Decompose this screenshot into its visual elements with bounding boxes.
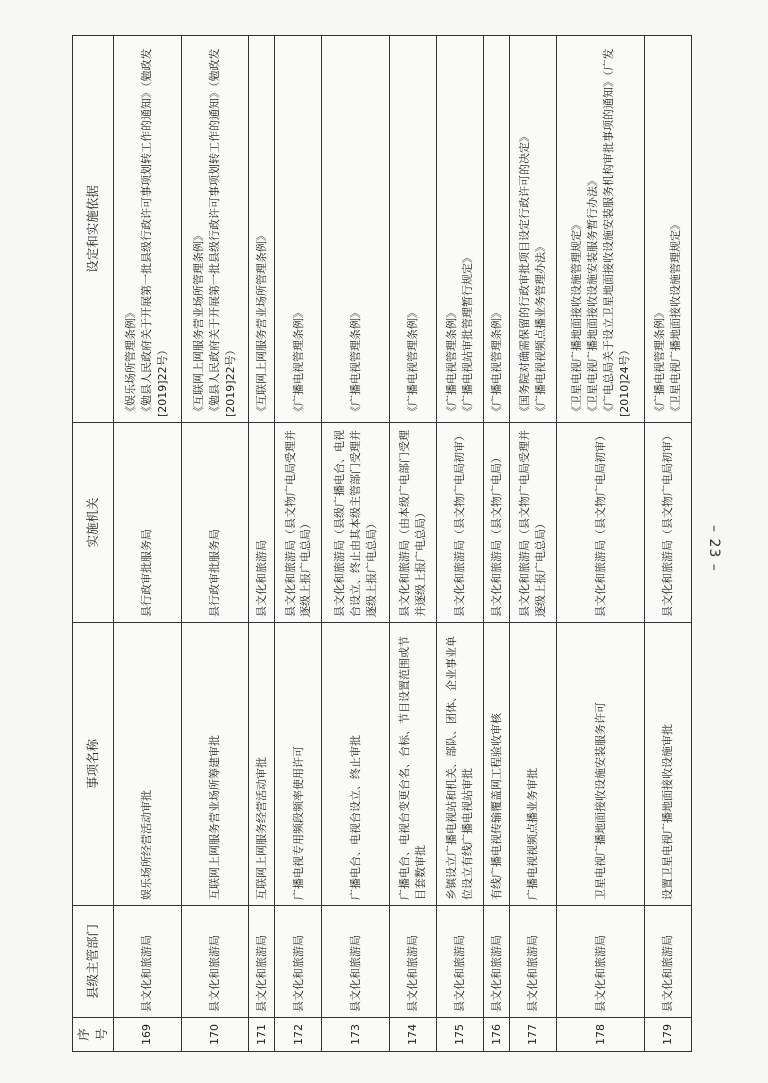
cell-seq: 169 (114, 1018, 181, 1052)
cell-agency: 县文化和旅游局（由本级广电部门受理并逐级上报广电总局） (389, 423, 436, 623)
basis-line: 《广播电视管理条例》 (348, 307, 362, 417)
cell-agency: 县文化和旅游局 (248, 423, 275, 623)
page-number: – 23 – (706, 525, 722, 572)
cell-agency: 县文化和旅游局（县级广播电台、电视台设立、终止由其本级主管部门受理并逐级上报广电总局） (322, 423, 389, 623)
cell-seq: 178 (557, 1018, 645, 1052)
cell-basis (181, 36, 248, 423)
cell-item: 广播电台、电视台变更台名、台标、节目设置范围或节目套数审批 (389, 623, 436, 906)
table-body (114, 36, 692, 1052)
basis-line: 《广播电视管理条例》 (444, 307, 458, 417)
cell-basis (510, 36, 557, 423)
table-row (644, 36, 691, 1052)
basis-line: 《娱乐场所管理条例》 (124, 307, 138, 417)
cell-dept: 县文化和旅游局 (389, 906, 436, 1018)
table-row (114, 36, 181, 1052)
table-row (248, 36, 275, 1052)
cell-seq: 171 (248, 1018, 275, 1052)
cell-item: 有线广播电视传输覆盖网工程验收审核 (483, 623, 510, 906)
cell-agency: 县文化和旅游局（县文物广电局初审） (436, 423, 483, 623)
table-header-row (73, 36, 114, 1052)
cell-basis (644, 36, 691, 423)
cell-dept: 县文化和旅游局 (644, 906, 691, 1018)
cell-agency: 县文化和旅游局（县文物广电局受理并逐级上报广电总局） (510, 423, 557, 623)
cell-item: 广播电视专用频段频率使用许可 (275, 623, 322, 906)
header-agency: 实施机关 (73, 423, 114, 623)
table-container (72, 36, 692, 1052)
basis-line: 《广播电视视频点播业务管理办法》 (534, 241, 548, 417)
cell-item: 广播电视视频点播业务审批 (510, 623, 557, 906)
cell-item: 互联网上网服务营业场所筹建审批 (181, 623, 248, 906)
cell-basis (248, 36, 275, 423)
cell-dept: 县文化和旅游局 (181, 906, 248, 1018)
basis-line: 《广播电视管理条例》 (405, 307, 419, 417)
cell-item: 娱乐场所经营活动审批 (114, 623, 181, 906)
table-row (181, 36, 248, 1052)
table-row (510, 36, 557, 1052)
cell-item: 广播电台、电视台设立、终止审批 (322, 623, 389, 906)
basis-line: 《互联网上网服务营业场所管理条例》 (254, 230, 268, 417)
cell-seq: 176 (483, 1018, 510, 1052)
cell-dept: 县文化和旅游局 (510, 906, 557, 1018)
cell-basis (557, 36, 645, 423)
cell-item: 卫星电视广播地面接收设施安装服务许可 (557, 623, 645, 906)
rotated-table-wrapper (72, 36, 692, 1052)
cell-item: 乡镇设立广播电视站和机关、部队、团体、企业事业单位设立有线广播电视站审批 (436, 623, 483, 906)
basis-line: 《卫星电视广播地面接收设施管理规定》 (668, 219, 682, 417)
basis-line: 《勉县人民政府关于开展第一批县级行政许可事项划转工作的通知》（勉政发[2019]22号） (140, 48, 170, 417)
cell-agency: 县文化和旅游局（县文物广电局初审） (557, 423, 645, 623)
table-row (322, 36, 389, 1052)
table-row (436, 36, 483, 1052)
cell-dept: 县文化和旅游局 (322, 906, 389, 1018)
cell-item: 设置卫星电视广播地面接收设施审批 (644, 623, 691, 906)
cell-seq: 175 (436, 1018, 483, 1052)
basis-line: 《国务院对确需保留的行政审批项目设定行政许可的决定》 (518, 131, 532, 417)
cell-seq: 179 (644, 1018, 691, 1052)
basis-line: 《广电总局关于设立卫星地面接收设施安装服务机构审批事项的通知》（广发[2010]24号） (601, 48, 631, 417)
cell-basis (483, 36, 510, 423)
basis-line: 《广播电视管理条例》 (291, 307, 305, 417)
table-row (275, 36, 322, 1052)
header-item: 事项名称 (73, 623, 114, 906)
cell-agency: 县文化和旅游局（县文物广电局） (483, 423, 510, 623)
basis-line: 《广播电视管理条例》 (489, 307, 503, 417)
administrative-items-table (72, 35, 692, 1052)
cell-dept: 县文化和旅游局 (436, 906, 483, 1018)
cell-dept: 县文化和旅游局 (248, 906, 275, 1018)
cell-basis (322, 36, 389, 423)
cell-basis (436, 36, 483, 423)
cell-agency: 县文化和旅游局（县文物广电局初审） (644, 423, 691, 623)
table-row (557, 36, 645, 1052)
basis-line: 《互联网上网服务营业场所管理条例》 (191, 230, 205, 417)
cell-agency: 县行政审批服务局 (181, 423, 248, 623)
basis-line: 《卫星电视广播地面接收设施管理规定》 (569, 219, 583, 417)
cell-agency: 县文化和旅游局（县文物广电局受理并逐级上报广电总局） (275, 423, 322, 623)
basis-line: 《卫星电视广播地面接收设施安装服务暂行办法》 (585, 175, 599, 417)
table-row (483, 36, 510, 1052)
basis-line: 《广播电视站审批管理暂行规定》 (460, 252, 474, 417)
cell-dept: 县文化和旅游局 (557, 906, 645, 1018)
cell-dept: 县文化和旅游局 (275, 906, 322, 1018)
cell-item: 互联网上网服务经营活动审批 (248, 623, 275, 906)
cell-seq: 174 (389, 1018, 436, 1052)
cell-dept: 县文化和旅游局 (114, 906, 181, 1018)
cell-seq: 177 (510, 1018, 557, 1052)
header-basis: 设定和实施依据 (73, 36, 114, 423)
cell-basis (275, 36, 322, 423)
cell-dept: 县文化和旅游局 (483, 906, 510, 1018)
cell-basis (389, 36, 436, 423)
header-seq: 序号 (73, 1018, 114, 1052)
table-row (389, 36, 436, 1052)
basis-line: 《勉县人民政府关于开展第一批县级行政许可事项划转工作的通知》（勉政发[2019]22号） (207, 48, 237, 417)
cell-seq: 170 (181, 1018, 248, 1052)
cell-seq: 172 (275, 1018, 322, 1052)
cell-basis (114, 36, 181, 423)
cell-seq: 173 (322, 1018, 389, 1052)
header-dept: 县级主管部门 (73, 906, 114, 1018)
basis-line: 《广播电视管理条例》 (653, 307, 667, 417)
cell-agency: 县行政审批服务局 (114, 423, 181, 623)
